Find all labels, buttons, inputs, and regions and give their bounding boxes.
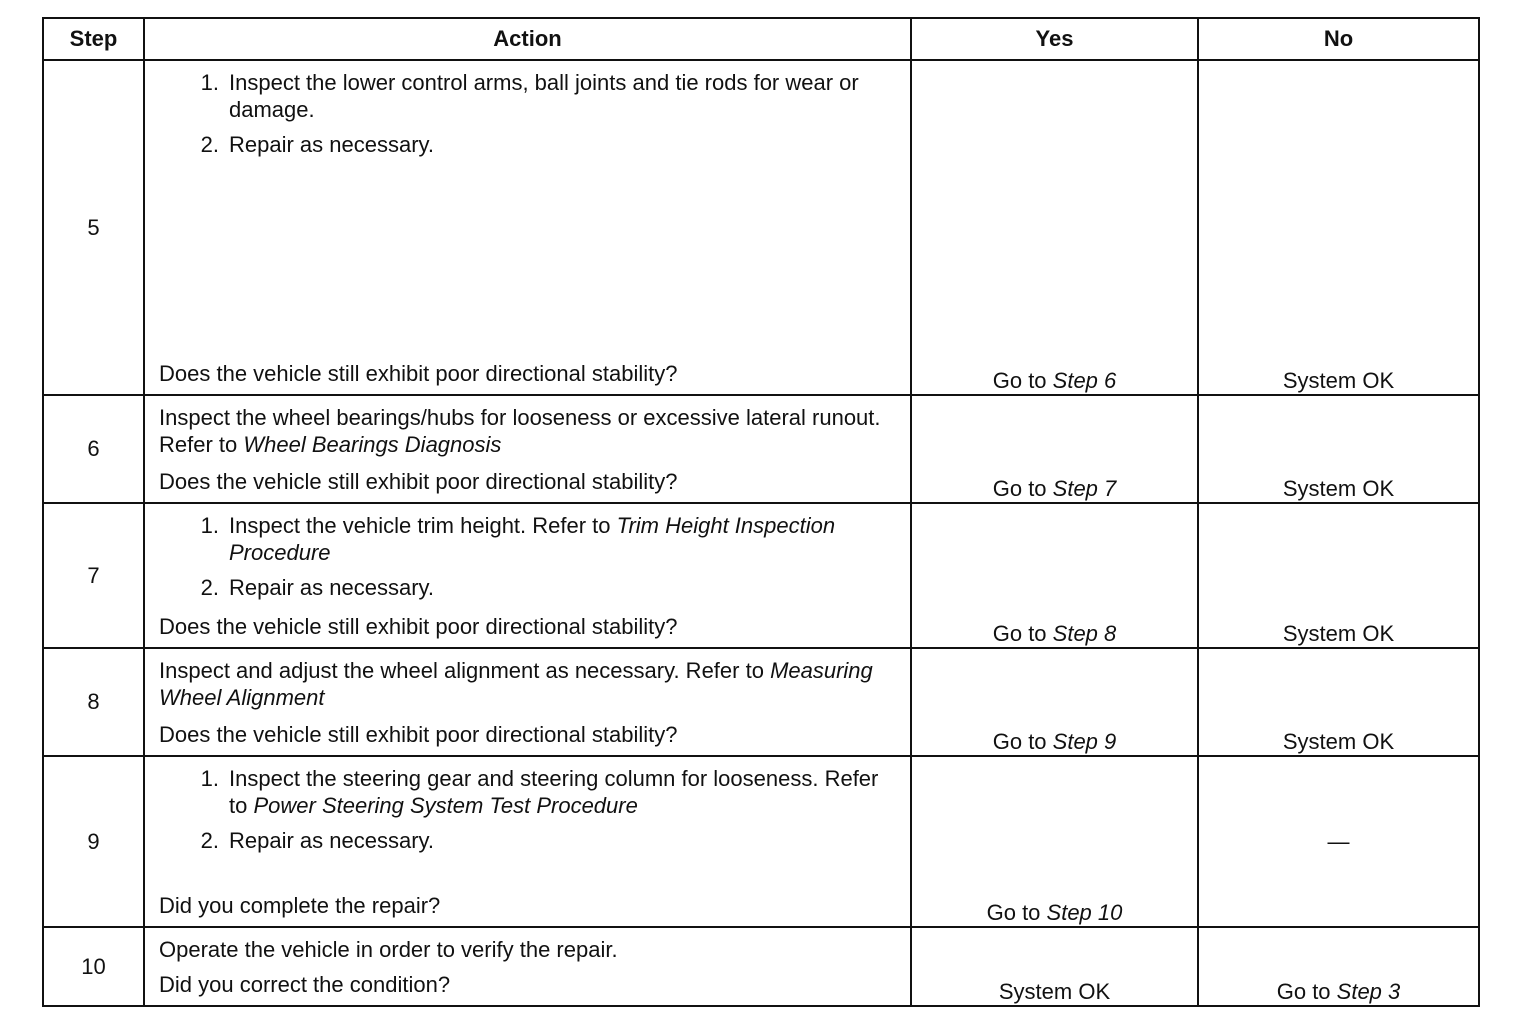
yes-cell[interactable]: Go to Step 10 [911, 756, 1198, 927]
action-cell [144, 395, 911, 503]
action-cell [144, 60, 911, 395]
question: Did you complete the repair? [159, 893, 441, 918]
reference-link[interactable]: Measuring Wheel Alignment [159, 658, 873, 710]
action-cell [144, 756, 911, 927]
step-number: 7 [43, 503, 144, 648]
reference-link[interactable]: Power Steering System Test Procedure [253, 793, 638, 818]
step-number: 6 [43, 395, 144, 503]
yes-cell: System OK [911, 927, 1198, 1006]
step-link: Step 8 [1052, 621, 1117, 646]
step-link: Step 6 [1052, 368, 1117, 393]
step-link: Step 9 [1052, 729, 1117, 754]
table-row [43, 60, 1479, 395]
action-cell [144, 927, 911, 1006]
no-cell [1198, 756, 1479, 927]
action-text: Inspect and adjust the wheel alignment as necessary. Refer to Measuring Wheel Alignment [159, 658, 873, 710]
action-cell [144, 648, 911, 756]
yes-cell[interactable]: Go to Step 7 [911, 395, 1198, 503]
dash-placeholder: — [1327, 828, 1350, 854]
list-item: 2. Repair as necessary. [200, 132, 435, 157]
no-cell: System OK [1198, 395, 1479, 503]
header-action: Action [144, 18, 911, 60]
question: Did you correct the condition? [159, 972, 451, 997]
yes-cell[interactable]: Go to Step 9 [911, 648, 1198, 756]
step-number: 5 [43, 60, 144, 395]
header-yes: Yes [911, 18, 1198, 60]
reference-link[interactable]: Trim Height Inspection Procedure [229, 513, 836, 565]
yes-cell[interactable]: Go to Step 8 [911, 503, 1198, 648]
header-row [43, 18, 1479, 60]
no-cell: System OK [1198, 503, 1479, 648]
table-row [43, 395, 1479, 503]
step-number: 9 [43, 756, 144, 927]
step-number: 10 [43, 927, 144, 1006]
no-cell[interactable]: Go to Step 3 [1198, 927, 1479, 1006]
step-number: 8 [43, 648, 144, 756]
step-link: Step 3 [1336, 979, 1401, 1004]
yes-cell[interactable]: Go to Step 6 [911, 60, 1198, 395]
table-row [43, 756, 1479, 927]
question: Does the vehicle still exhibit poor directional stability? [159, 614, 678, 639]
list-item: 1. Inspect the lower control arms, ball joints and tie rods for wear or damage. [200, 70, 859, 122]
no-cell: System OK [1198, 648, 1479, 756]
action-text: Inspect the wheel bearings/hubs for looseness or excessive lateral runout. Refer to Wheel Bearings Diagnosis [159, 405, 881, 457]
list-item: 2. Repair as necessary. [200, 828, 435, 853]
list-item: 1. Inspect the vehicle trim height. Refer to Trim Height Inspection Procedure [200, 513, 836, 565]
list-item: 2. Repair as necessary. [200, 575, 435, 600]
action-cell [144, 503, 911, 648]
diagnostic-table [42, 17, 1480, 1007]
header-step: Step [43, 18, 144, 60]
step-link: Step 7 [1052, 476, 1117, 501]
table-row [43, 648, 1479, 756]
question: Does the vehicle still exhibit poor directional stability? [159, 722, 678, 747]
list-item: 1. Inspect the steering gear and steering column for looseness. Refer to Power Steering System Test Procedure [200, 766, 879, 818]
reference-link[interactable]: Wheel Bearings Diagnosis [243, 432, 502, 457]
table-row [43, 927, 1479, 1006]
no-cell: System OK [1198, 60, 1479, 395]
action-text: Operate the vehicle in order to verify the repair. [159, 937, 618, 962]
question: Does the vehicle still exhibit poor directional stability? [159, 361, 678, 386]
question: Does the vehicle still exhibit poor directional stability? [159, 469, 678, 494]
step-link: Step 10 [1046, 900, 1123, 925]
header-no: No [1198, 18, 1479, 60]
table-row [43, 503, 1479, 648]
